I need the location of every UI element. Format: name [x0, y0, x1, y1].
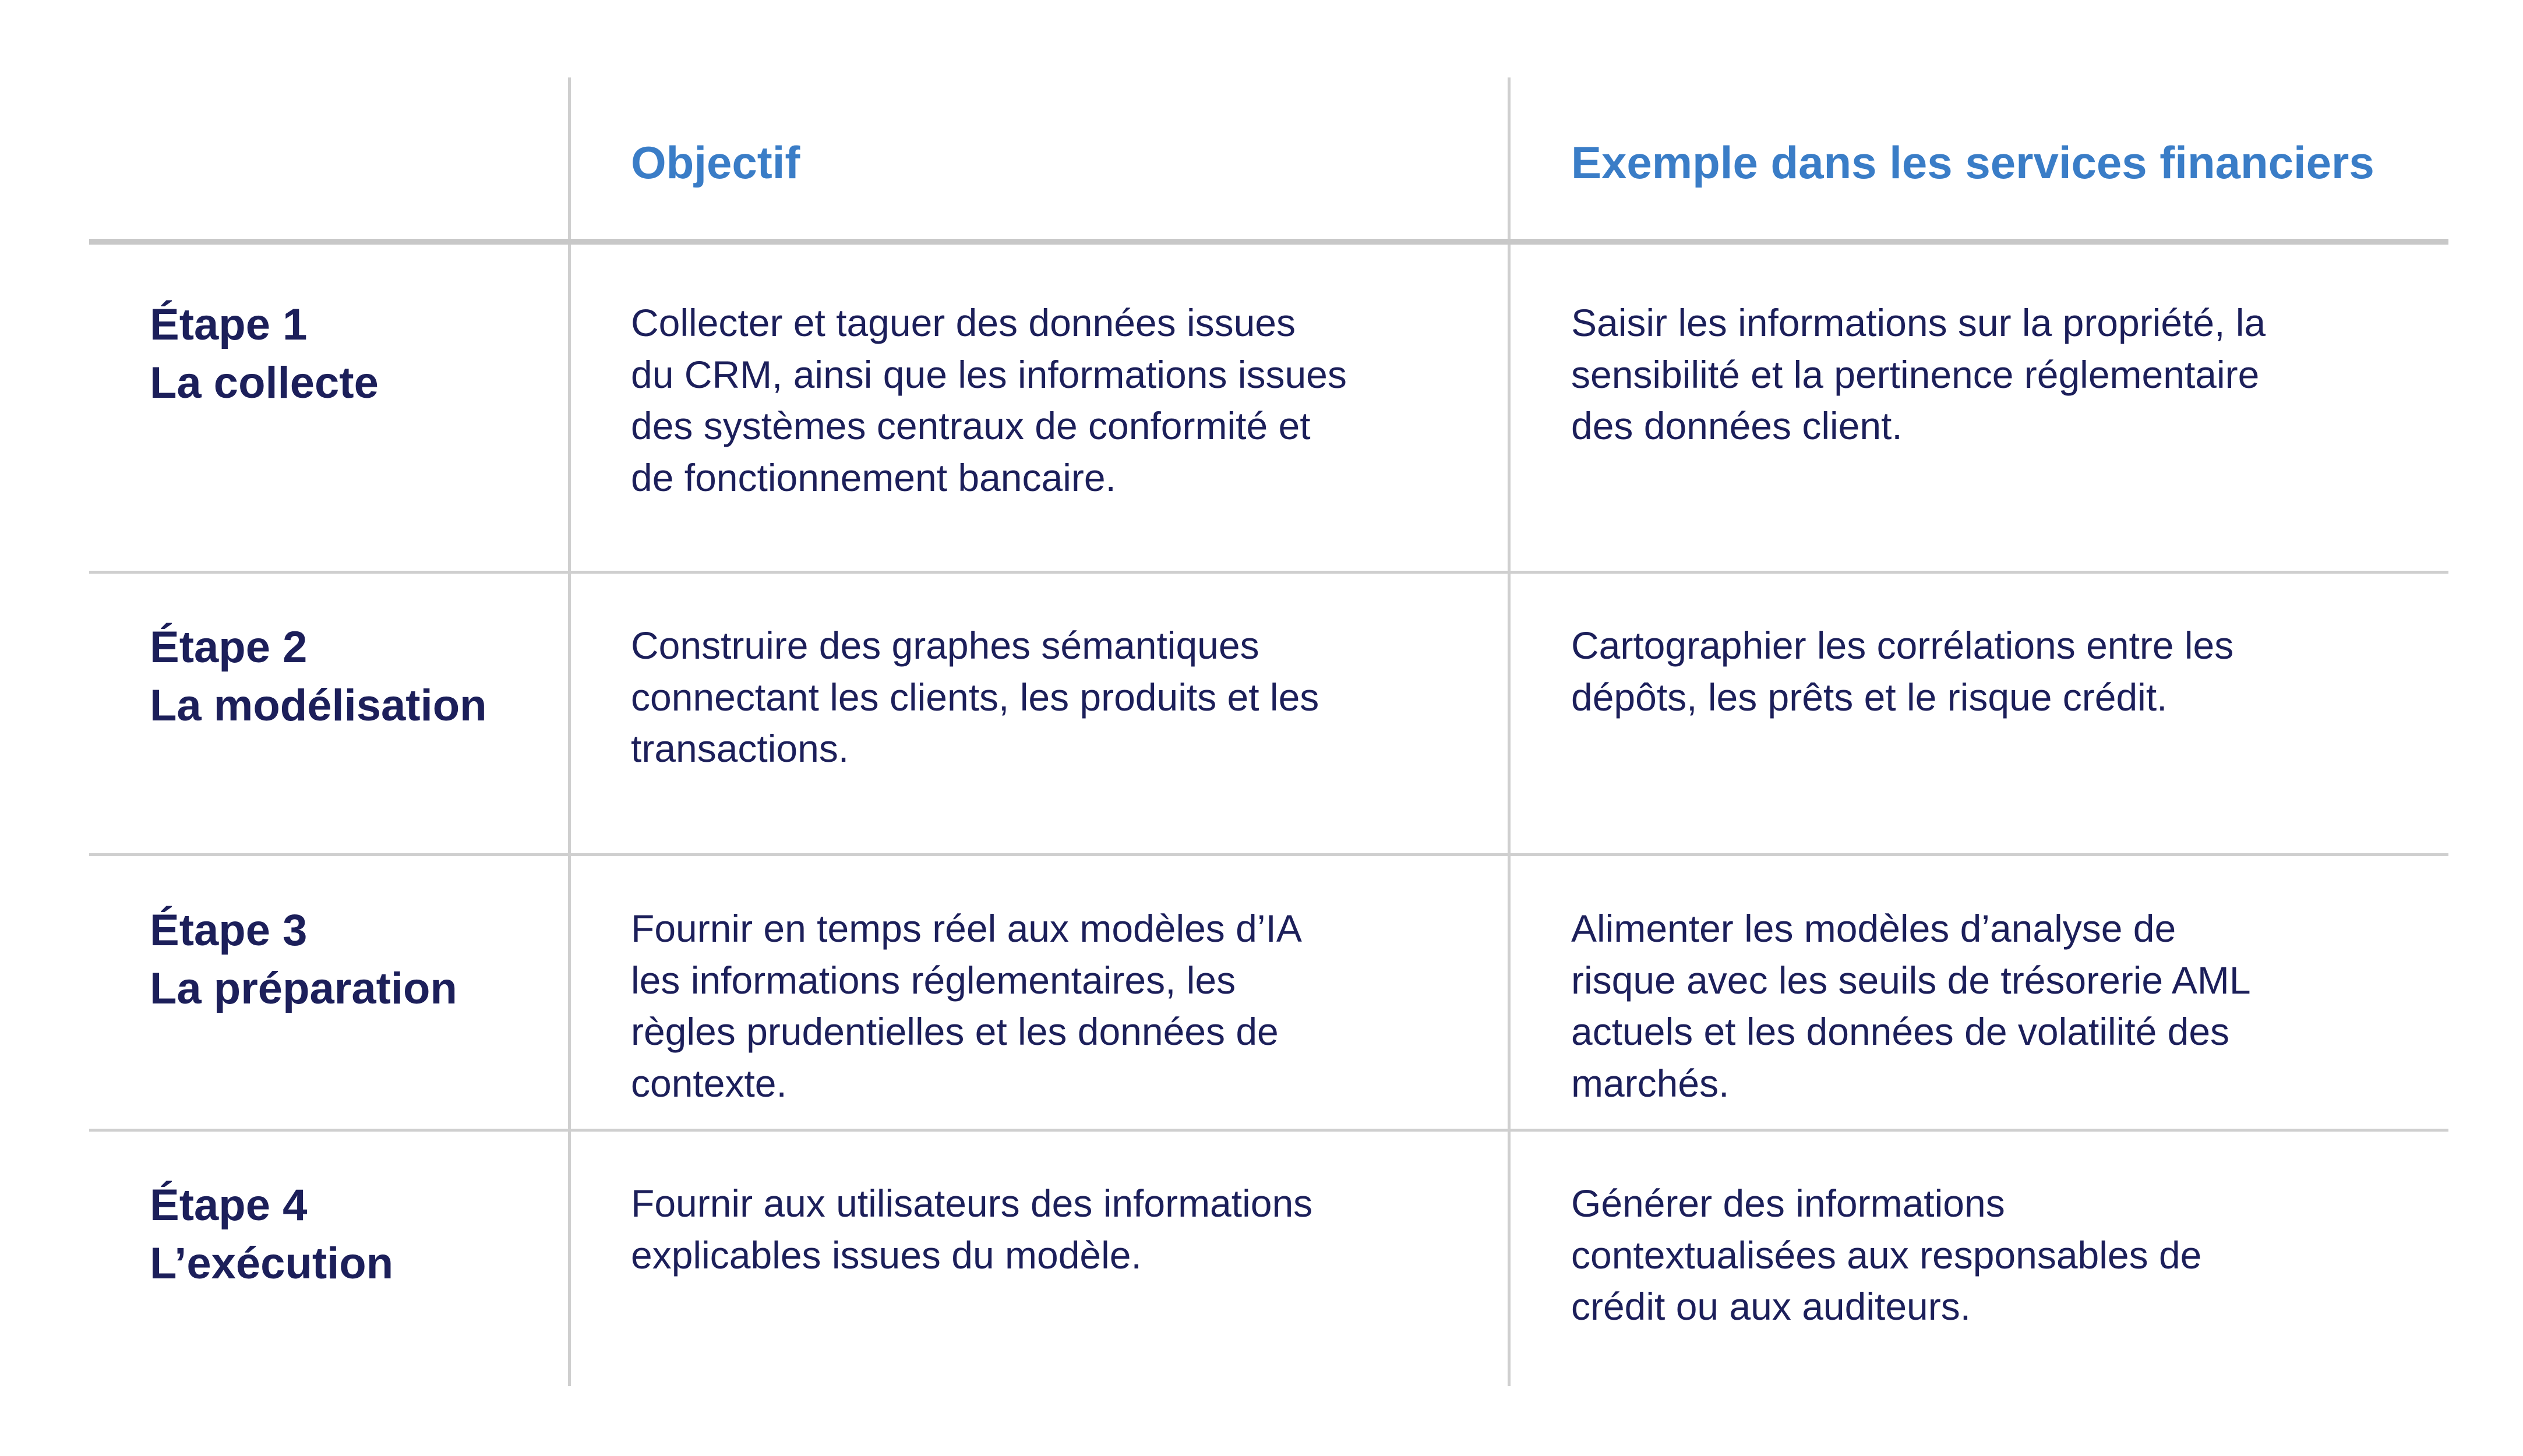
step-number: Étape 3 — [150, 906, 308, 955]
step-label — [150, 296, 379, 412]
step-label — [150, 902, 457, 1018]
step-number: Étape 2 — [150, 623, 308, 672]
step-name: L’exécution — [150, 1239, 394, 1288]
objective-cell — [631, 1178, 1312, 1281]
example-line: risque avec les seuils de trésorerie AML — [1571, 958, 2251, 1002]
example-cell — [1571, 1178, 2201, 1333]
row-divider — [89, 1129, 2448, 1132]
step-number: Étape 4 — [150, 1181, 308, 1230]
column-divider — [568, 77, 571, 1386]
example-line: marchés. — [1571, 1061, 1730, 1105]
objective-line: du CRM, ainsi que les informations issues — [631, 352, 1347, 396]
header-objective: Objectif — [631, 137, 800, 188]
step-label — [150, 619, 487, 735]
objective-line: Fournir en temps réel aux modèles d’IA — [631, 907, 1302, 950]
step-name: La collecte — [150, 358, 379, 408]
objective-line: Construire des graphes sémantiques — [631, 624, 1259, 667]
header-example: Exemple dans les services financiers — [1571, 137, 2374, 188]
objective-line: de fonctionnement bancaire. — [631, 455, 1116, 499]
example-line: Saisir les informations sur la propriété, la — [1571, 301, 2266, 344]
example-line: Cartographier les corrélations entre les — [1571, 624, 2234, 667]
objective-line: transactions. — [631, 727, 849, 770]
example-line: sensibilité et la pertinence réglementaire — [1571, 352, 2260, 396]
objective-cell — [631, 620, 1319, 775]
header-divider — [89, 239, 2448, 245]
column-divider — [1508, 77, 1511, 1386]
objective-line: Collecter et taguer des données issues — [631, 301, 1296, 344]
step-number: Étape 1 — [150, 300, 308, 349]
example-line: Générer des informations — [1571, 1182, 2005, 1225]
step-label — [150, 1176, 393, 1293]
example-line: Alimenter les modèles d’analyse de — [1571, 907, 2176, 950]
step-name: La préparation — [150, 964, 457, 1013]
objective-line: contexte. — [631, 1061, 787, 1105]
objective-line: explicables issues du modèle. — [631, 1233, 1142, 1277]
objective-cell — [631, 903, 1302, 1109]
example-line: dépôts, les prêts et le risque crédit. — [1571, 675, 2168, 719]
objective-line: des systèmes centraux de conformité et — [631, 404, 1311, 447]
step-name: La modélisation — [150, 681, 487, 730]
objective-line: les informations réglementaires, les — [631, 958, 1236, 1002]
example-line: des données client. — [1571, 404, 1903, 447]
example-line: actuels et les données de volatilité des — [1571, 1010, 2230, 1053]
example-line: contextualisées aux responsables de — [1571, 1233, 2202, 1277]
objective-cell — [631, 297, 1347, 503]
objective-line: connectant les clients, les produits et les — [631, 675, 1319, 719]
example-cell — [1571, 903, 2251, 1109]
example-cell — [1571, 620, 2233, 723]
example-line: crédit ou aux auditeurs. — [1571, 1285, 1971, 1328]
row-divider — [89, 571, 2448, 574]
objective-line: règles prudentielles et les données de — [631, 1010, 1279, 1053]
row-divider — [89, 853, 2448, 856]
objective-line: Fournir aux utilisateurs des informations — [631, 1182, 1313, 1225]
example-cell — [1571, 297, 2266, 452]
